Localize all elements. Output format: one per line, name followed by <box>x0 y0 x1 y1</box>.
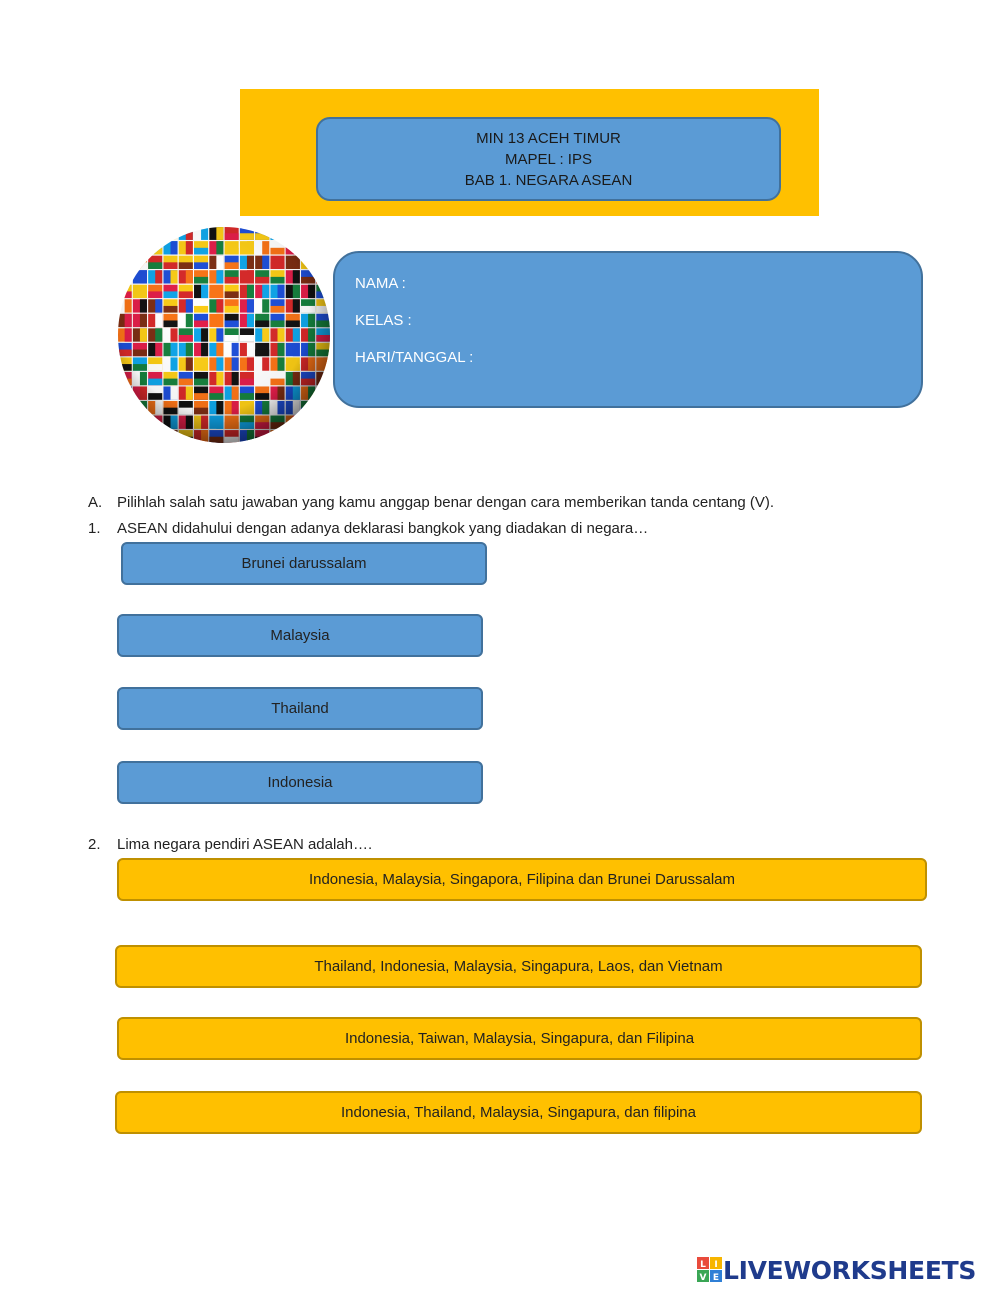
q2-option-b[interactable]: Thailand, Indonesia, Malaysia, Singapura, Laos, dan Vietnam <box>115 945 922 988</box>
question-text: Lima negara pendiri ASEAN adalah…. <box>117 836 373 853</box>
q2-option-d[interactable]: Indonesia, Thailand, Malaysia, Singapura, dan filipina <box>115 1091 922 1134</box>
q2-option-c[interactable]: Indonesia, Taiwan, Malaysia, Singapura, dan Filipina <box>117 1017 922 1060</box>
svg-text:L: L <box>700 1260 706 1270</box>
class-label: KELAS : <box>355 312 412 329</box>
chapter-title: BAB 1. NEGARA ASEAN <box>464 171 633 189</box>
q1-option-indonesia[interactable]: Indonesia <box>117 761 483 804</box>
q2-option-a[interactable]: Indonesia, Malaysia, Singapora, Filipina dan Brunei Darussalam <box>117 858 927 901</box>
question-number: 2. <box>88 836 101 853</box>
q1-option-malaysia[interactable]: Malaysia <box>117 614 483 657</box>
question-text: ASEAN didahului dengan adanya deklarasi bangkok yang diadakan di negara… <box>117 520 649 537</box>
q1-option-brunei[interactable]: Brunei darussalam <box>121 542 487 585</box>
brand-name: LIVEWORKSHEETS <box>723 1255 977 1285</box>
question-2 <box>88 836 372 853</box>
question-1 <box>88 520 648 537</box>
name-label: NAMA : <box>355 275 406 292</box>
svg-text:E: E <box>712 1273 720 1283</box>
liveworksheets-logo-icon <box>697 1257 723 1283</box>
section-a-instruction <box>88 494 774 511</box>
student-info-box[interactable] <box>333 251 923 408</box>
header-box <box>316 117 781 201</box>
date-label: HARI/TANGGAL : <box>355 349 474 366</box>
question-number: 1. <box>88 520 101 537</box>
liveworksheets-logo[interactable] <box>697 1255 976 1285</box>
subject: MAPEL : IPS <box>505 150 592 168</box>
school-name: MIN 13 ACEH TIMUR <box>476 129 621 147</box>
svg-text:V: V <box>699 1273 707 1283</box>
section-text: Pilihlah salah satu jawaban yang kamu anggap benar dengan cara memberikan tanda centang (V). <box>117 494 775 511</box>
section-marker: A. <box>88 494 103 511</box>
svg-text:I: I <box>714 1260 718 1270</box>
flag-globe-image <box>117 226 331 444</box>
q1-option-thailand[interactable]: Thailand <box>117 687 483 730</box>
